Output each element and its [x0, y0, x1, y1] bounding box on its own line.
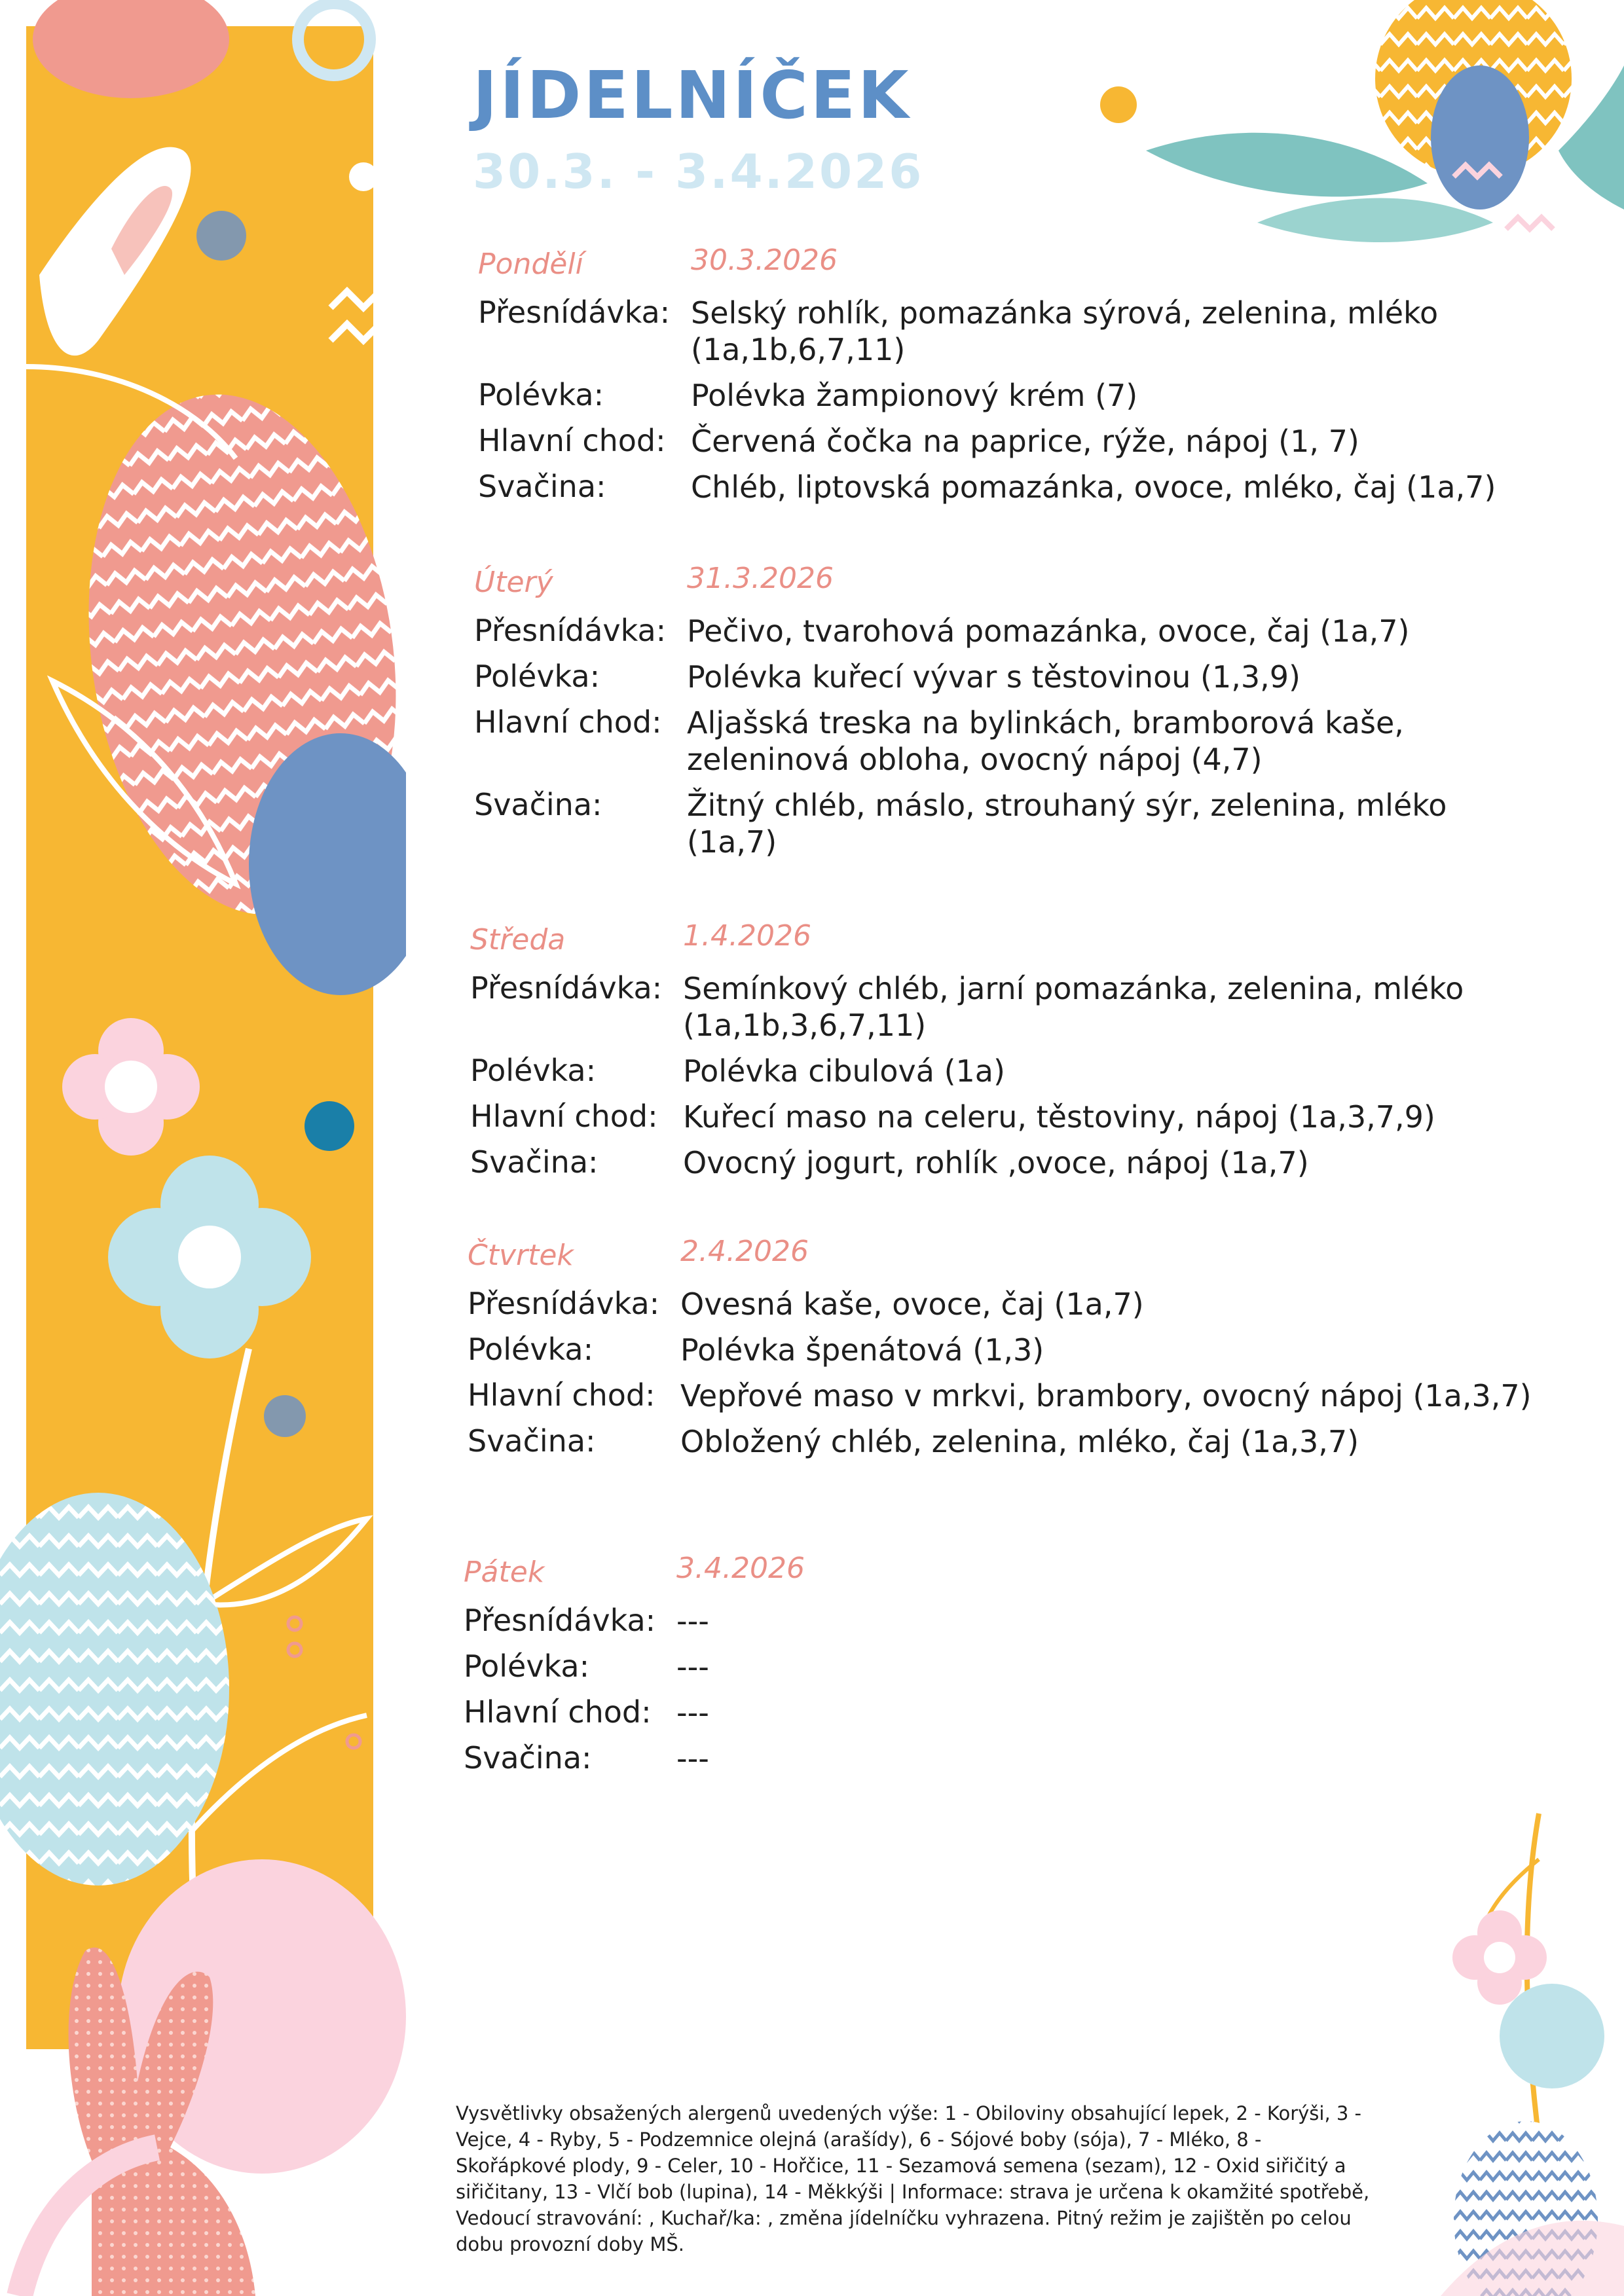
meal-row [464, 1603, 1577, 1639]
meal-label: Hlavní chod: [468, 1377, 655, 1413]
meal-label: Přesnídávka: [468, 1286, 660, 1321]
day-section-utery [474, 562, 1587, 860]
meal-value: Pečivo, tvarohová pomazánka, ovoce, čaj (1a,7) [687, 613, 1410, 649]
meal-value: Aljašská treska na bylinkách, bramborová kaše, zeleninová obloha, ovocný nápoj (4,7) [687, 705, 1404, 777]
meal-row [468, 1286, 1581, 1322]
meal-label: Svačina: [478, 469, 606, 504]
meal-row [478, 423, 1591, 460]
date-range: 30.3. - 3.4.2026 [473, 144, 924, 199]
easter-decoration-bottom-right [1375, 1794, 1624, 2296]
meal-label: Svačina: [474, 787, 602, 822]
meal-value: Vepřové maso v mrkvi, brambory, ovocný nápoj (1a,3,7) [680, 1378, 1532, 1413]
meal-row [478, 377, 1591, 414]
meal-value: --- [676, 1603, 709, 1639]
meal-label: Přesnídávka: [470, 970, 663, 1006]
meal-label: Svačina: [470, 1144, 599, 1180]
meal-row [470, 970, 1583, 1044]
day-section-streda [470, 919, 1583, 1181]
meal-value: Chléb, liptovská pomazánka, ovoce, mléko, čaj (1a,7) [691, 469, 1496, 505]
easter-egg-top-right [1087, 0, 1624, 275]
meal-value: --- [676, 1695, 709, 1730]
meal-label: Přesnídávka: [474, 613, 667, 648]
meal-value: Polévka kuřecí vývar s těstovinou (1,3,9) [687, 659, 1301, 695]
meal-row [474, 787, 1587, 860]
meal-label: Přesnídávka: [478, 295, 671, 330]
day-name: Středa [470, 923, 566, 957]
meal-value: Polévka cibulová (1a) [683, 1053, 1005, 1089]
meal-value: Kuřecí maso na celeru, těstoviny, nápoj (1a,3,7,9) [683, 1099, 1435, 1135]
meal-label: Svačina: [468, 1423, 596, 1459]
meal-value: Ovesná kaše, ovoce, čaj (1a,7) [680, 1286, 1144, 1322]
day-date: 3.4.2026 [676, 1552, 805, 1585]
meal-value: Žitný chléb, máslo, strouhaný sýr, zelenina, mléko (1a,7) [687, 788, 1447, 860]
meal-row [474, 704, 1587, 778]
meal-row [474, 659, 1587, 695]
meal-label: Hlavní chod: [474, 704, 662, 740]
meal-value: Ovocný jogurt, rohlík ,ovoce, nápoj (1a,7) [683, 1145, 1309, 1180]
day-date: 31.3.2026 [687, 562, 834, 595]
meal-row [468, 1423, 1581, 1460]
meal-label: Hlavní chod: [478, 423, 666, 458]
meal-label: Hlavní chod: [470, 1099, 658, 1134]
meal-label: Polévka: [468, 1332, 594, 1367]
meal-label: Polévka: [464, 1649, 590, 1684]
day-date: 1.4.2026 [683, 919, 811, 953]
meal-label: Polévka: [474, 659, 600, 694]
day-date: 30.3.2026 [691, 244, 838, 277]
day-name: Pátek [464, 1556, 545, 1589]
allergen-footnote: Vysvětlivky obsažených alergenů uvedených výše: 1 - Obiloviny obsahující lepek, 2 - Korýši, 3 - Vejce, 4 - Ryby, 5 - Podzemnice olejná (arašídy), 6 - Sójové boby (sója), 7 - Mléko, 8 - Skořápkové plody, 9 - Celer, 10 - Hořčice, 11 - Sezamová semena (sezam), 12 - Oxid siřičitý a siřičitany, 13 - Vlčí bob (lupina), 14 - Měkkýši | Informace: strava je určena k okamžité spotřebě, Vedoucí stravování: , Kuchař/ka: , změna jídelníčku vyhrazena. Pitný režim je zajištěn po celou dobu provozní doby MŠ. [456, 2102, 1370, 2255]
meal-value: Obložený chléb, zelenina, mléko, čaj (1a,3,7) [680, 1424, 1359, 1459]
meal-row [470, 1053, 1583, 1089]
meal-row [468, 1377, 1581, 1414]
meal-value: Selský rohlík, pomazánka sýrová, zelenina, mléko (1a,1b,6,7,11) [691, 295, 1439, 367]
meal-row [464, 1694, 1577, 1731]
meal-value: Polévka žampionový krém (7) [691, 378, 1138, 413]
meal-label: Přesnídávka: [464, 1603, 656, 1638]
meal-row [474, 613, 1587, 649]
meal-row [478, 469, 1591, 505]
page-title: JÍDELNÍČEK [473, 57, 912, 134]
meal-value: Polévka špenátová (1,3) [680, 1332, 1044, 1368]
meal-row [478, 295, 1591, 368]
meal-label: Polévka: [478, 377, 604, 412]
day-date: 2.4.2026 [680, 1235, 809, 1268]
meal-row [470, 1144, 1583, 1181]
day-name: Čtvrtek [468, 1239, 574, 1272]
meal-value: Červená čočka na paprice, rýže, nápoj (1, 7) [691, 424, 1359, 459]
meal-value: --- [676, 1741, 709, 1776]
day-name: Pondělí [478, 247, 583, 281]
meal-label: Polévka: [470, 1053, 597, 1088]
meal-value: Semínkový chléb, jarní pomazánka, zelenina, mléko (1a,1b,3,6,7,11) [683, 971, 1464, 1043]
day-section-patek [464, 1552, 1577, 1777]
meal-row [464, 1649, 1577, 1685]
day-section-pondeli [478, 244, 1591, 505]
meal-value: --- [676, 1649, 709, 1685]
day-name: Úterý [474, 566, 553, 599]
meal-row [470, 1099, 1583, 1135]
meal-row [468, 1332, 1581, 1368]
meal-label: Hlavní chod: [464, 1694, 652, 1730]
meal-label: Svačina: [464, 1740, 592, 1776]
meal-row [464, 1740, 1577, 1777]
easter-border-left [0, 0, 406, 2296]
day-section-ctvrtek [468, 1235, 1581, 1460]
